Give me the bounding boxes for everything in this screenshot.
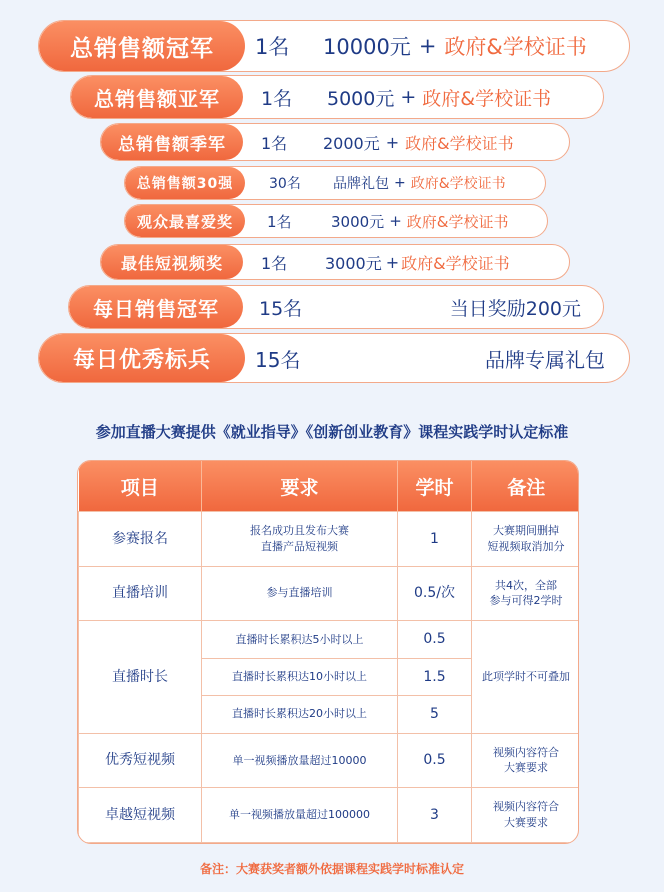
award-body — [245, 21, 629, 71]
award-count: 15名 — [255, 347, 301, 372]
cell-requirement: 直播时长累积达10小时以上 — [202, 658, 398, 695]
cell-item: 优秀短视频 — [79, 733, 202, 788]
award-body — [245, 334, 629, 382]
table-row — [79, 512, 580, 567]
award-row-best-short-video — [100, 244, 570, 280]
cell-note: 此项学时不可叠加 — [472, 621, 580, 733]
table-header-row — [79, 461, 580, 512]
award-count: 1名 — [261, 253, 288, 273]
section-heading: 参加直播大赛提供《就业指导》《创新创业教育》课程实践学时认定标准 — [95, 423, 569, 441]
award-body — [245, 205, 547, 237]
cell-requirement: 单一视频播放量超过100000 — [202, 788, 398, 843]
award-certificate: 政府&学校证书 — [401, 253, 510, 273]
award-plus: + — [394, 175, 406, 191]
note-line: 视频内容符合 — [493, 800, 559, 814]
cell-requirement: 直播时长累积达5小时以上 — [202, 621, 398, 658]
cell-note — [472, 512, 580, 567]
award-certificate: 政府&学校证书 — [422, 87, 552, 110]
award-row-daily-outstanding — [38, 333, 630, 383]
cell-hours: 3 — [398, 788, 472, 843]
award-count: 1名 — [261, 133, 288, 153]
award-prize: 3000元 — [331, 212, 385, 231]
award-title: 总销售额冠军 — [39, 21, 245, 71]
header-note: 备注 — [472, 461, 580, 512]
award-plus: + — [389, 212, 402, 230]
header-item: 项目 — [79, 461, 202, 512]
header-requirement: 要求 — [202, 461, 398, 512]
cell-hours: 1.5 — [398, 658, 472, 695]
award-title: 总销售额亚军 — [71, 76, 243, 118]
award-count: 1名 — [267, 212, 292, 231]
note-line: 大赛要求 — [504, 816, 548, 830]
award-body — [243, 245, 569, 279]
cell-requirement — [202, 512, 398, 567]
cell-note — [472, 733, 580, 788]
cell-item: 直播培训 — [79, 566, 202, 621]
award-title: 总销售额季军 — [101, 124, 243, 160]
note-line: 共4次，全部 — [495, 578, 557, 592]
award-row-third — [100, 123, 570, 161]
award-title: 每日销售冠军 — [69, 286, 243, 328]
table-row — [79, 566, 580, 621]
cell-hours: 5 — [398, 696, 472, 733]
award-plus: + — [418, 34, 437, 58]
award-prize: 10000元 — [323, 35, 411, 59]
award-count: 15名 — [259, 297, 303, 320]
footnote: 备注：大赛获奖者额外依据课程实践学时标准认定 — [199, 862, 464, 876]
award-plus: + — [400, 86, 417, 108]
cell-hours: 0.5 — [398, 733, 472, 788]
cell-item: 参赛报名 — [79, 512, 202, 567]
table-row — [79, 788, 580, 843]
table-row — [79, 733, 580, 788]
award-prize: 3000元 — [325, 253, 382, 273]
award-prize: 品牌礼包 — [333, 176, 389, 192]
award-row-daily-sales-champion — [68, 285, 604, 329]
award-body — [243, 124, 569, 160]
header-hours: 学时 — [398, 461, 472, 512]
cell-requirement: 直播时长累积达20小时以上 — [202, 696, 398, 733]
table-row — [79, 621, 580, 658]
cell-note — [472, 566, 580, 621]
note-line: 短视频取消加分 — [487, 539, 565, 553]
award-row-champion — [38, 20, 630, 72]
award-body — [245, 167, 545, 199]
cell-hours: 0.5 — [398, 621, 472, 658]
cell-note — [472, 788, 580, 843]
award-title: 每日优秀标兵 — [39, 334, 245, 382]
cell-requirement: 参与直播培训 — [202, 566, 398, 621]
requirement-line: 报名成功且发布大赛 — [250, 523, 349, 537]
note-line: 参与可得2学时 — [489, 594, 563, 608]
cell-hours: 0.5/次 — [398, 566, 472, 621]
award-body — [243, 76, 603, 118]
award-certificate: 政府&学校证书 — [406, 212, 509, 231]
award-count: 1名 — [255, 35, 290, 59]
cell-item: 直播时长 — [79, 621, 202, 733]
award-prize: 2000元 — [323, 133, 380, 153]
note-line: 大赛期间删掉 — [493, 523, 559, 537]
credit-hours-table — [77, 460, 579, 844]
requirement-line: 直播产品短视频 — [261, 539, 338, 553]
award-count: 30名 — [269, 176, 301, 192]
award-title: 观众最喜爱奖 — [125, 205, 245, 237]
award-prize: 5000元 — [327, 87, 395, 110]
award-plus: + — [385, 252, 400, 272]
award-body — [243, 286, 603, 328]
award-certificate: 政府&学校证书 — [444, 35, 587, 59]
award-prize: 当日奖励200元 — [449, 297, 581, 320]
award-certificate: 政府&学校证书 — [410, 176, 506, 192]
award-title: 最佳短视频奖 — [101, 245, 243, 279]
cell-hours: 1 — [398, 512, 472, 567]
cell-item: 卓越短视频 — [79, 788, 202, 843]
award-prize: 品牌专属礼包 — [485, 347, 605, 372]
award-row-top30 — [124, 166, 546, 200]
note-line: 视频内容符合 — [493, 745, 559, 759]
award-row-runner-up — [70, 75, 604, 119]
cell-requirement: 单一视频播放量超过10000 — [202, 733, 398, 788]
award-plus: + — [385, 132, 400, 152]
award-certificate: 政府&学校证书 — [405, 133, 514, 153]
award-title: 总销售额30强 — [125, 167, 245, 199]
note-line: 大赛要求 — [504, 761, 548, 775]
award-row-audience-favorite — [124, 204, 548, 238]
award-count: 1名 — [261, 87, 293, 110]
